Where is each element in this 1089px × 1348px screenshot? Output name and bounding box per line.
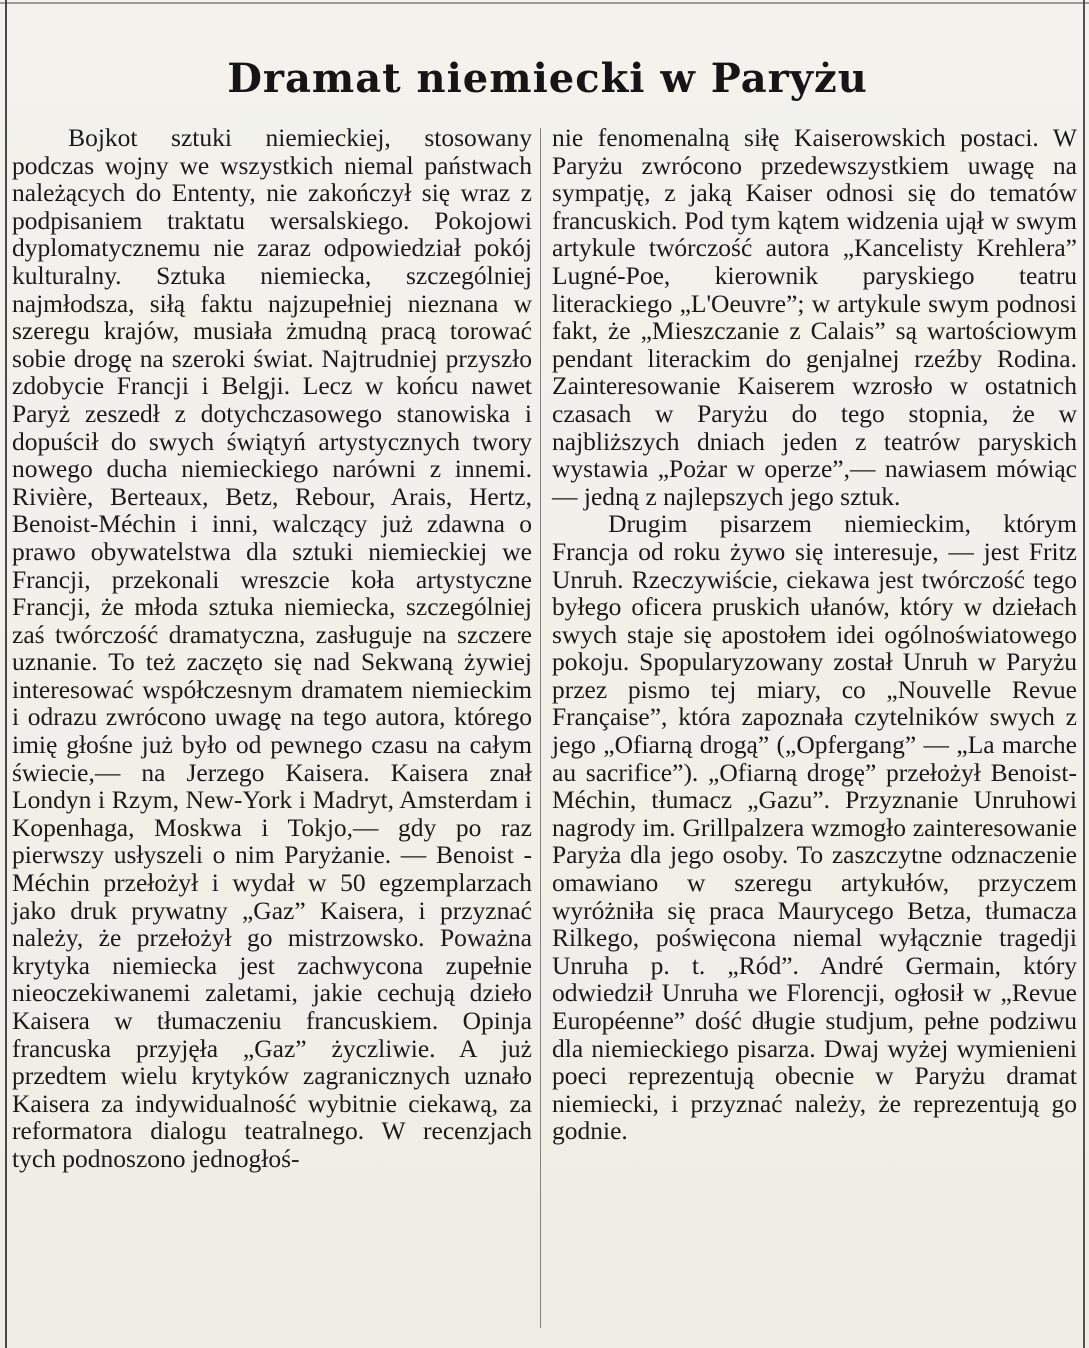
paragraph: Drugim pisarzem niemieckim, którym Francja od roku żywo się interesuje, — jest Fritz Unruh. Rzeczywiście, ciekawa jest twórczość tego byłego oficera pruskich ułanów, który w dziełach swych staje się apostołem idei ogólnoświatowego pokoju. Spopularyzowany został Unruh w Paryżu przez pismo tej miary, co „Nouvelle Revue Française”, która zapoznała czytelników swych z jego „Ofiarną drogą” („Opfergang” — „La marche au sacrifice”). „Ofiarną drogę” przełożył Benoist-Méchin, tłumacz „Gazu”. Przyznanie Unruhowi nagrody im. Grillpalzera wzmogło zainteresowanie Paryża dla jego osoby. To zaszczytne odznaczenie omawiano w szeregu artykułów, przyczem wyróżniła się praca Maurycego Betza, tłumacza Rilkego, poświęcona niemal wyłącznie tragedji Unruha p. t. „Ród”. André Germain, który odwiedził Unruha we Florencji, ogłosił w „Revue Européenne” dość długie studjum, pełne podziwu dla niemieckiego pisarza. Dwaj wyżej wymienieni poeci reprezentują obecnie w Paryżu dramat niemiecki, i przyznać należy, że reprezentują go godnie. — [552, 509, 1077, 1146]
paragraph: nie fenomenalną siłę Kaiserowskich postaci. W Paryżu zwrócono przedewszystkiem uwagę na sympatję, z jaką Kaiser odnosi się do tematów francuskich. Pod tym kątem widzenia ujął w swym artykule twórczość autora „Kancelisty Krehlera” Lugné-Poe, kierownik paryskiego teatru literackiego „L'Oeuvre”; w artykule swym podnosi fakt, że „Mieszczanie z Calais” są wartościowym pendant literackim do genjalnej rzeźby Rodina. Zainteresowanie Kaiserem wzrosło w ostatnich czasach w Paryżu do tego stopnia, że w najbliższych dniach jeden z teatrów paryskich wystawia „Pożar w operze”,— nawiasem mówiąc — jedną z najlepszych jego sztuk. — [552, 123, 1077, 511]
article-column-left — [12, 124, 532, 1173]
page-border-right — [1083, 0, 1085, 1348]
page-border-top — [0, 2, 1089, 4]
column-divider — [540, 128, 541, 1328]
article-column-right — [552, 124, 1077, 1145]
page-border-left — [5, 0, 7, 1348]
paragraph: Bojkot sztuki niemieckiej, stosowany podczas wojny we wszystkich niemal państwach należących do Ententy, nie zakończył się wraz z podpisaniem traktatu wersalskiego. Pokojowi dyplomatycznemu nie zaraz odpowiedział pokój kulturalny. Sztuka niemiecka, szczególniej najmłodsza, siłą faktu najzupełniej nieznana w szeregu krajów, musiała żmudną pracą torować sobie drogę na szeroki świat. Najtrudniej przyszło zdobycie Francji i Belgji. Lecz w końcu nawet Paryż zeszedł z dotychczasowego stanowiska i dopuścił do swych świątyń artystycznych twory nowego ducha niemieckiego narówni z innemi. Rivière, Berteaux, Betz, Rebour, Arais, Hertz, Benoist-Méchin i inni, walczący już zdawna o prawo obywatelstwa dla sztuki niemieckiej we Francji, przekonali wreszcie koła artystyczne Francji, że młoda sztuka niemiecka, szczególniej zaś twórczość dramatyczna, zasługuje na szczere uznanie. To też zaczęto się nad Sekwaną żywiej interesować współczesnym dramatem niemieckim i odrazu zwrócono uwagę na tego autora, którego imię głośne już było od pewnego czasu na całym świecie,— na Jerzego Kaisera. Kaisera znał Londyn i Rzym, New-York i Madryt, Amsterdam i Kopenhaga, Moskwa i Tokjo,— gdy po raz pierwszy usłyszeli o nim Paryżanie. — Benoist - Méchin przełożył i wydał w 50 egzemplarzach jako druk prywatny „Gaz” Kaisera, i przyznać należy, że przełożył go mistrzowsko. Poważna krytyka niemiecka jest zachwycona zupełnie nieoczekiwanemi zaletami, jakie cechują dzieło Kaisera w tłumaczeniu francuskiem. Opinja francuska przyjęła „Gaz” życzliwie. A już przedtem wielu krytyków zagranicznych uznało Kaisera za indywidualność wybitnie ciekawą, za reformatora dialogu teatralnego. W recenzjach tych podnoszono jednogłoś- — [12, 123, 532, 1173]
article-title: Dramat niemiecki w Paryżu — [227, 55, 868, 102]
